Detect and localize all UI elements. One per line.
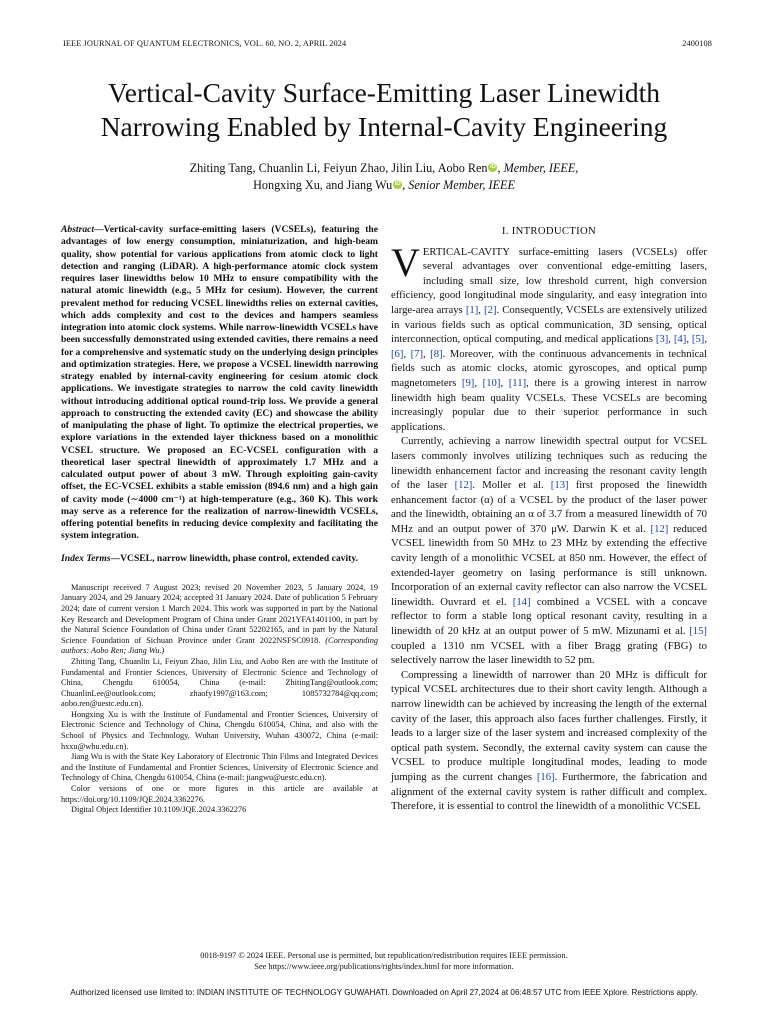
citation-link[interactable]: [12] [650,522,669,535]
corresponding-authors: (Corresponding authors: Aobo Ren; Jiang Wu.) [61,635,378,656]
citation-link[interactable]: [13] [550,479,569,492]
author-block: Zhiting Tang, Chuanlin Li, Feiyun Zhao, Jilin Liu, Aobo Ren iD , Member, IEEE, Hongxing Xu, and Jiang Wu iD , Senior Member, IEEE [189,161,579,192]
footnotes [61,583,378,816]
p1-text-c: . Moreover, with the continuous advancements in technical fields such as atomic clocks, atomic gyroscopes, and optical pump magnetometers [391,347,708,389]
title-line-2: Narrowing Enabled by Internal-Cavity Engineering [100,111,668,142]
abstract [61,224,378,543]
intro-paragraph-2 [391,434,707,668]
p2-text-d: reduced VCSEL linewidth from 50 MHz to 23 MHz by extending the effective cavity length of a monolithic VCSEL at 850 nm. However, the effect of extended-layer geometry on lasing performance is still unknown. Incorporation of an external cavity reflector can also narrow the VCSEL linewidth. Ouvrard et el. [391,522,707,608]
section-heading-introduction: I. INTRODUCTION [501,225,597,237]
orcid-icon[interactable]: iD [489,164,496,170]
title-line-1: Vertical-Cavity Surface-Emitting Laser Linewidth [107,77,661,108]
running-header [63,39,712,48]
paper-title [20,76,748,144]
copyright-line-2[interactable]: See https://www.ieee.org/publications/rights/index.html for more information. [254,962,514,971]
p1-text-b: . Consequently, VCSELs are extensively utilized in various fields such as optical communication, 3D sensing, optical interconnection, optical computing, and medical applications [391,303,707,346]
citation-link[interactable]: [11] [508,376,527,389]
authors-line-1: Zhiting Tang, Chuanlin Li, Feiyun Zhao, Jilin Liu, Aobo Ren [189,161,488,175]
member-grade: Member, IEEE, [503,161,579,175]
citation-link[interactable]: [2] [484,303,497,316]
left-column [61,224,378,816]
right-column [391,224,707,814]
p2-text-a: Currently, achieving a narrow linewidth spectral output for VCSEL lasers commonly involves utilizing techniques such as reducing the linewidth enhancement factor and increasing the resonant cavity length of the laser [391,435,707,492]
senior-member-grade: Senior Member, IEEE [408,178,515,192]
orcid-icon[interactable]: iD [394,181,401,187]
drop-cap: V [391,239,420,285]
index-terms-text: VCSEL, narrow linewidth, phase control, extended cavity. [120,552,358,564]
authors-line-2: Hongxing Xu, and Jiang Wu [253,178,393,192]
abstract-label: Abstract [61,224,95,235]
citation-link[interactable]: [14] [512,595,531,608]
footnote-affiliation-2: Hongxing Xu is with the Institute of Fundamental and Frontier Sciences, University of Electronic Science and Technology of China, Chengdu 610054, China, and also with the School of Physics and Technology, Wuhan University, Wuhan 430072, China (e-mail: hxxu@whu.edu.cn). [61,709,378,751]
citation-link[interactable]: [15] [689,625,707,638]
copyright-line-1: 0018-9197 © 2024 IEEE. Personal use is permitted, but republication/redistribution requires IEEE permission. [200,951,568,960]
citation-link[interactable]: [12] [454,479,473,492]
footnote-manuscript [61,583,378,657]
citation-link[interactable]: [10] [482,376,501,389]
index-terms [61,553,378,565]
p2-text-f: coupled a 1310 nm VCSEL with a fiber Bragg grating (FBG) to selectively narrow the laser linewidth to 52 pm. [391,639,707,667]
index-terms-label: Index Terms [61,552,111,564]
copyright-notice [20,950,748,972]
footnote-doi[interactable]: Digital Object Identifier 10.1109/JQE.2024.3362276 [71,805,247,815]
citation-link[interactable]: [7] [410,347,424,360]
intro-paragraph-1: VERTICAL-CAVITY surface-emitting lasers (VCSELs) offer several advantages over conventional edge-emitting lasers, including small size, low threshold current, high conversion efficiency, good longitudinal mode singularity, and easy integration into large-area arrays [1], [2]. Consequently, VCSELs are extensively utilized in various fields such as optical communication, 3D sensing, optical interconnection, optical computing, and medical applications [3], [4], [5], [6], [7], [8]. Moreover, with the continuous advancements in technical fields such as atomic clocks, atomic gyroscopes, and optical pump magnetometers [9], [10], [11], there is a growing interest in narrow linewidth high beam quality VCSELs. These VCSELs are becoming increasingly popular due to their superior performance in such applications. [391,239,708,433]
citation-link[interactable]: [5] [691,333,705,346]
citation-link[interactable]: [8] [430,347,443,360]
p2-text-c: first proposed the linewidth enhancement factor (α) of a VCSEL by the product of the laser power and the linewidth, obtaining an α of 3.7 from a measured linewidth of 70 MHz and an output power of 370 μW. Darwin K et al. [391,479,707,535]
citation-link[interactable]: [9] [461,376,475,389]
footnote-affiliation-3: Jiang Wu is with the State Key Laboratory of Electronic Thin Films and Integrated Devices and the Institute of Fundamental and Frontier Sciences, University of Electronic Science and Technology of China, Chengdu 610054, China (e-mail: jiangwu@uestc.edu.cn). [61,752,378,783]
license-footer: Authorized licensed use limited to: INDIAN INSTITUTE OF TECHNOLOGY GUWAHATI. Downloaded on April 27,2024 at 06:48:57 UTC from IEEE Xplore. Restrictions apply. [70,988,698,997]
p2-text-e: combined a VCSEL with a concave reflector to form a stable long optical resonant cavity, resulting in a linewidth of 20 kHz at an output power of 5 mW. Mizunami et al. [391,595,707,638]
citation-link[interactable]: [3] [655,333,669,346]
abstract-text: Vertical-cavity surface-emitting lasers (VCSELs), featuring the advantages of low energy consumption, miniaturization, and high-beam quality, show potential for various applications from atomic clock to light detection and ranging (LiDAR). A high-performance atomic clock system requires laser linewidths below 10 MHz to ensure compatibility with the natural atomic linewidth (e.g., 5 MHz for cesium). However, the current prevalent method for reducing VCSEL linewidths relies on external cavities, which adds complexity and cost to the devices and hampers seamless integration into atomic clock systems. While narrow-linewidth VCSELs have been successfully demonstrated using extended cavities, there remains a need for a comprehensive and systematic study on the underlying design principles and optimization strategies. Here, we propose a VCSEL linewidth narrowing strategy enabled by internal-cavity engineering for cesium atomic clock applications. We investigate strategies to narrow the cold cavity linewidth without introducing additional optical round-trip loss. We provide a general approach to constructing the extended cavity (EC) and showcase the ability of manipulating the phase of light. To optimize the electrical properties, we explore variations in the extended layer thickness based on a monolithic VCSEL structure. We proposed an EC-VCSEL configuration with a theoretical laser spectral linewidth of approximately 1.7 MHz and a calculated output power of about 3 mW. Through exploiting gain-cavity offset, the EC-VCSEL exhibits a stable emission (894.6 nm) and a high gain of cavity mode (∼4000 cm⁻¹) at high-temperature (e.g., 360 K). This work may serve as a reference for the realization of narrow-linewidth VCSELs, offering potential benefits in reducing device complexity and facilitating the system integration. [61,224,378,542]
citation-link[interactable]: [4] [673,333,687,346]
citation-link[interactable]: [6] [391,347,404,360]
p3-text-a: Compressing a linewidth of narrower than 20 MHz is difficult for typical VCSEL architectures due to their short cavity length. Although a narrow linewidth can be achieved by increasing the length of the external cavity of the laser, this approach also faces further challenges. Firstly, it leads to a larger size of the laser system and increased complexity of the optical path system. Secondly, the external cavity system can cause the VCSEL to produce multiple longitudinal modes, leading to mode jumping as the current changes [391,668,707,783]
footnote-affiliation-1: Zhiting Tang, Chuanlin Li, Feiyun Zhao, Jilin Liu, and Aobo Ren are with the Institute of Fundamental and Frontier Sciences, University of Electronic Science and Technology of China, Chengdu 610054, China (e-mail: ZhitingTang@outlook.com; ChuanlinLee@outlook.com; zhaofy1997@163.com; 1085732784@qq.com; aobo.ren@uestc.edu.cn). [61,656,378,709]
abstract-dash: — [94,224,104,235]
citation-link[interactable]: [1] [465,303,479,316]
footnote-color-versions: Color versions of one or more figures in this article are available at https://doi.org/10.1109/JQE.2024.3362276. [61,784,378,804]
p3-text-b: . Furthermore, the fabrication and alignment of the external cavity system is rather difficult and complex. Therefore, it is essential to control the linewidth of a monolithic VCSEL [391,770,707,813]
intro-paragraph-3 [391,668,707,814]
manuscript-text: Manuscript received 7 August 2023; revised 20 November 2023, 5 January 2024, 19 January 2024, and 29 January 2024; accepted 31 January 2024. Date of publication 5 February 2024; date of current version 1 March 2024. This work was supported in part by the National Key Research and Development Program of China under Grant 2021YFA1401100, in part by the Natural Science Foundation of China under Grant 52202165, and in part by the Natural Science Foundation of Sichuan Province under Grant 2022NSFSC0918. [61,582,378,645]
index-terms-dash: — [110,552,121,564]
p2-text-b: . Moller et al. [472,479,551,492]
p1-text-a: ERTICAL-CAVITY surface-emitting lasers (VCSELs) offer several advantages over conventional edge-emitting lasers, including small size, low threshold current, high conversion efficiency, good longitudinal mode singularity, and easy integration into large-area arrays [391,245,707,316]
p1-text-d: , there is a growing interest in narrow linewidth high beam quality VCSELs. These VCSELs are becoming increasingly popular due to their superior performance in such applications. [391,376,707,433]
journal-name: IEEE JOURNAL OF QUANTUM ELECTRONICS, VOL. 60, NO. 2, APRIL 2024 [63,39,347,48]
citation-link[interactable]: [16] [536,770,555,783]
page-number: 2400108 [682,39,712,48]
